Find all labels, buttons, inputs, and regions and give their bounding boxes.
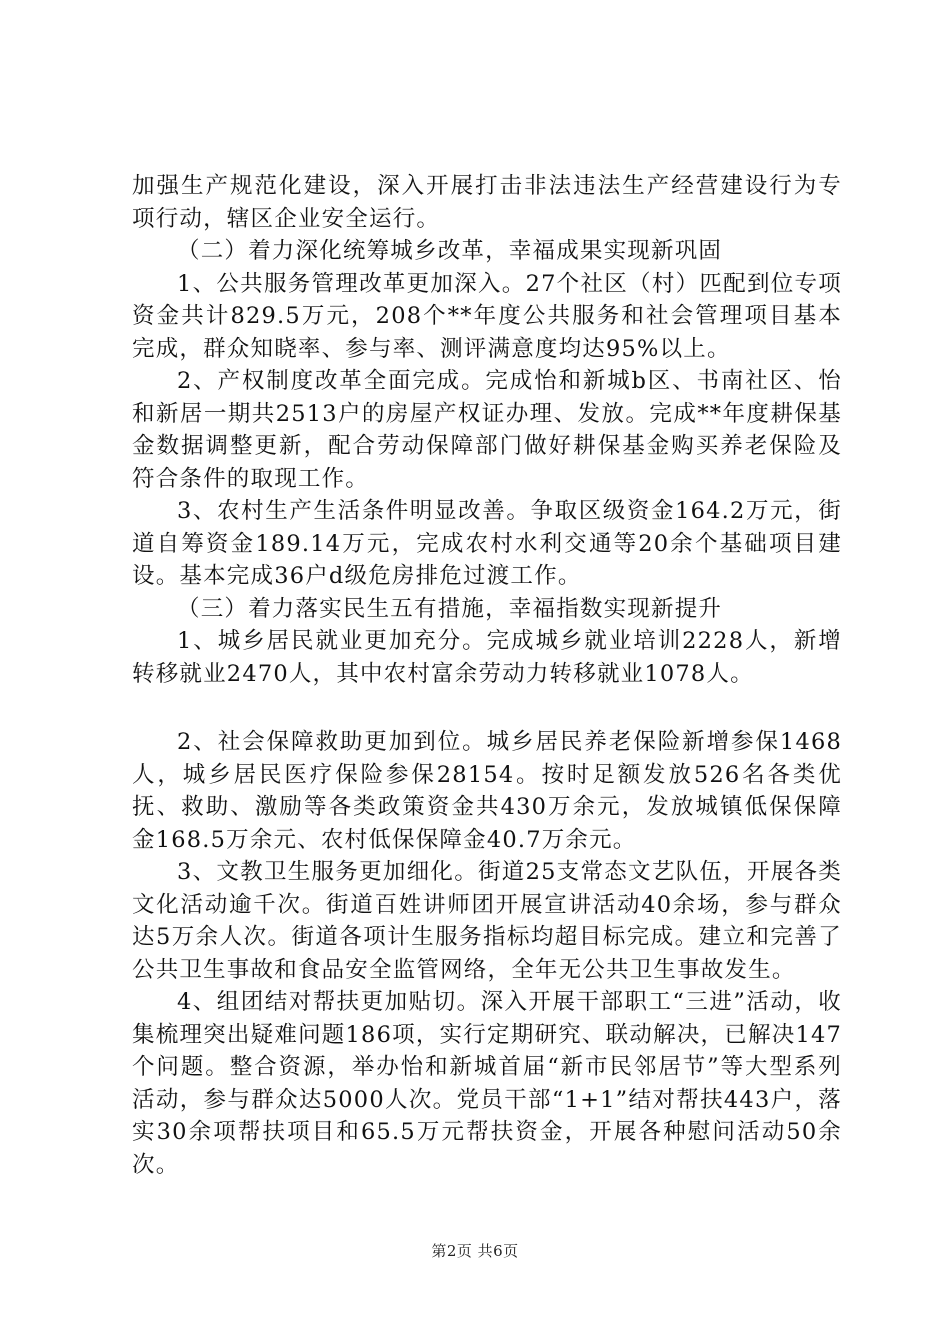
paragraph-continuation: 加强生产规范化建设，深入开展打击非法违法生产经营建设行为专项行动，辖区企业安全运行。 [132, 173, 842, 232]
paragraph-social-security: 2、社会保障救助更加到位。城乡居民养老保险新增参保1468人，城乡居民医疗保险参保28154。按时足额发放526名各类优抚、救助、激励等各类政策资金共430万余元，发放城镇低保保障金168.5万余元、农村低保保障金40.7万余元。 [132, 729, 842, 853]
paragraph-culture-health: 3、文教卫生服务更加细化。街道25支常态文艺队伍，开展各类文化活动逾千次。街道百姓讲师团开展宣讲活动40余场，参与群众达5万余人次。街道各项计生服务指标均超目标完成。建立和完善了公共卫生事故和食品安全监管网络，全年无公共卫生事故发生。 [132, 859, 842, 983]
paragraph-rural-conditions: 3、农村生产生活条件明显改善。争取区级资金164.2万元，街道自筹资金189.14万元，完成农村水利交通等20余个基础项目建设。基本完成36户d级危房排危过渡工作。 [132, 498, 842, 589]
section-heading-2: （二）着力深化统筹城乡改革，幸福成果实现新巩固 [177, 238, 723, 264]
paragraph-assistance: 4、组团结对帮扶更加贴切。深入开展干部职工“三进”活动，收集梳理突出疑难问题186项，实行定期研究、联动解决，已解决147个问题。整合资源，举办怡和新城首届“新市民邻居节”等大型系列活动，参与群众达5000人次。党员干部“1+1”结对帮扶443户，落实30余项帮扶项目和65.5万元帮扶资金，开展各种慰问活动50余次。 [132, 989, 842, 1178]
paragraph-property-rights: 2、产权制度改革全面完成。完成怡和新城b区、书南社区、怡和新居一期共2513户的房屋产权证办理、发放。完成**年度耕保基金数据调整更新，配合劳动保障部门做好耕保基金购买养老保险及符合条件的取现工作。 [132, 368, 842, 492]
paragraph-spacer [132, 690, 842, 726]
paragraph-public-service: 1、公共服务管理改革更加深入。27个社区（村）匹配到位专项资金共计829.5万元，208个**年度公共服务和社会管理项目基本完成，群众知晓率、参与率、测评满意度均达95%以上。 [132, 270, 842, 362]
page-number-footer: 第2页 共6页 [431, 1242, 519, 1260]
document-body [132, 170, 842, 1181]
section-heading-3: （三）着力落实民生五有措施，幸福指数实现新提升 [177, 595, 723, 622]
paragraph-employment: 1、城乡居民就业更加充分。完成城乡就业培训2228人，新增转移就业2470人，其中农村富余劳动力转移就业1078人。 [132, 628, 842, 687]
